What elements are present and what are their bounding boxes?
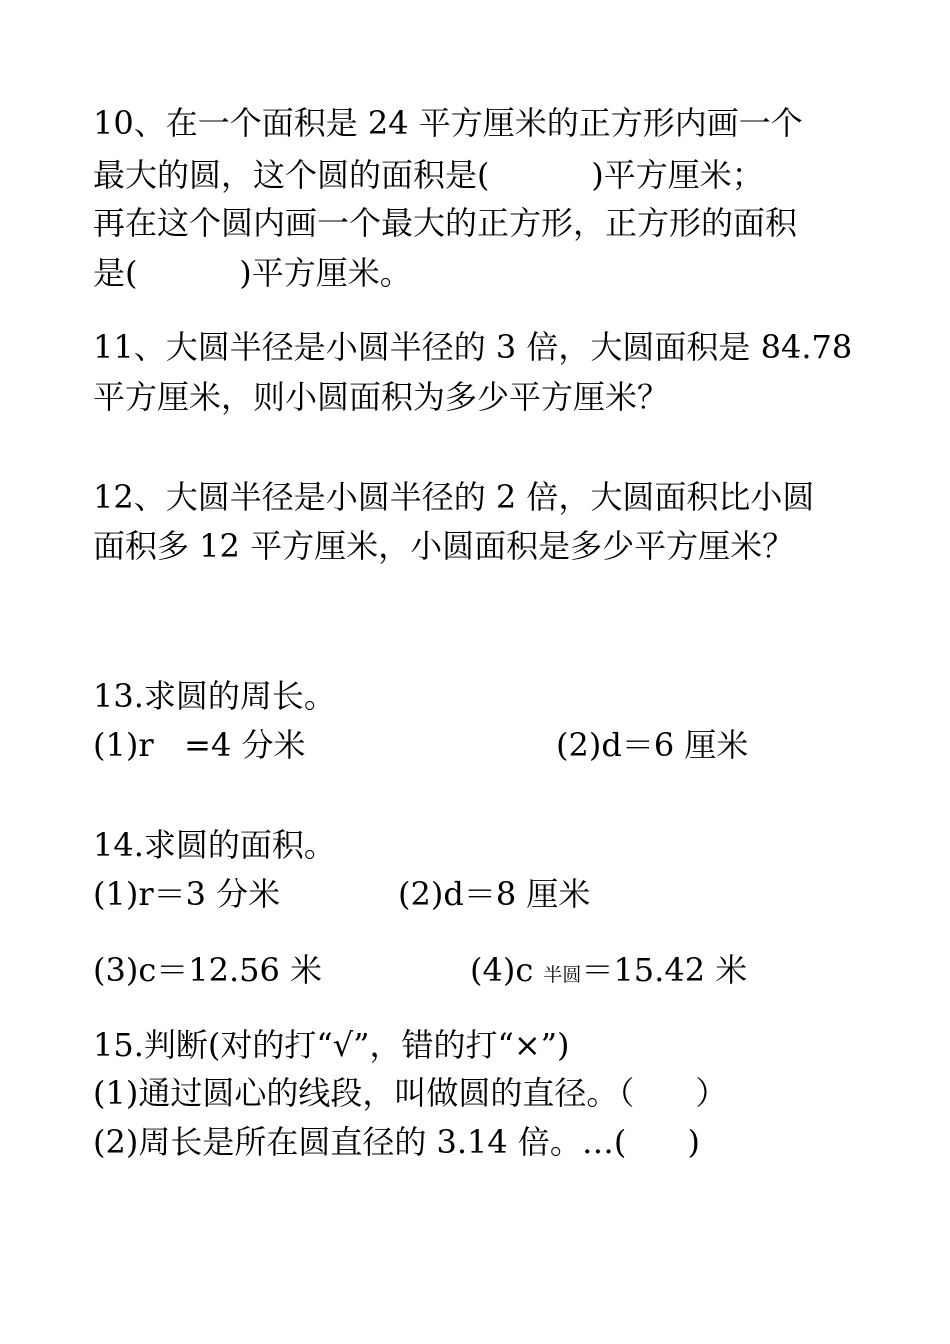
q15-item1: (1)通过圆心的线段，叫做圆的直径。（ ） <box>93 1074 728 1112</box>
q10-line3: 再在这个圆内画一个最大的正方形，正方形的面积 <box>93 204 798 242</box>
q13-item1: (1)r =4 分米 <box>93 726 306 764</box>
q12-line2: 面积多 12 平方厘米，小圆面积是多少平方厘米？ <box>93 527 795 565</box>
q14-item1: (1)r＝3 分米 <box>93 875 281 913</box>
q11-line1: 11、大圆半径是小圆半径的 3 倍，大圆面积是 84.78 <box>93 328 853 366</box>
q14-item4-subscript: 半圆 <box>543 964 582 986</box>
q10-line4: 是( )平方厘米。 <box>93 254 412 292</box>
q13-title: 13.求圆的周长。 <box>93 677 336 715</box>
q11-line2: 平方厘米，则小圆面积为多少平方厘米？ <box>93 378 670 416</box>
q14-item4-prefix: (4)c <box>470 951 544 989</box>
q14-item4 <box>470 950 747 995</box>
q14-item2: (2)d＝8 厘米 <box>398 875 591 913</box>
q13-item2: (2)d＝6 厘米 <box>556 726 749 764</box>
q12-line1: 12、大圆半径是小圆半径的 2 倍，大圆面积比小圆 <box>93 478 815 516</box>
q14-item4-suffix: ＝15.42 米 <box>581 951 748 989</box>
q14-item3: (3)c＝12.56 米 <box>93 951 323 989</box>
q10-line2: 最大的圆，这个圆的面积是( )平方厘米； <box>93 156 764 194</box>
q14-title: 14.求圆的面积。 <box>93 826 336 864</box>
q15-item2: (2)周长是所在圆直径的 3.14 倍。…( ) <box>93 1123 700 1161</box>
q10-line1: 10、在一个面积是 24 平方厘米的正方形内画一个 <box>93 104 803 142</box>
q15-title: 15.判断(对的打“√”，错的打“×”) <box>93 1026 570 1064</box>
